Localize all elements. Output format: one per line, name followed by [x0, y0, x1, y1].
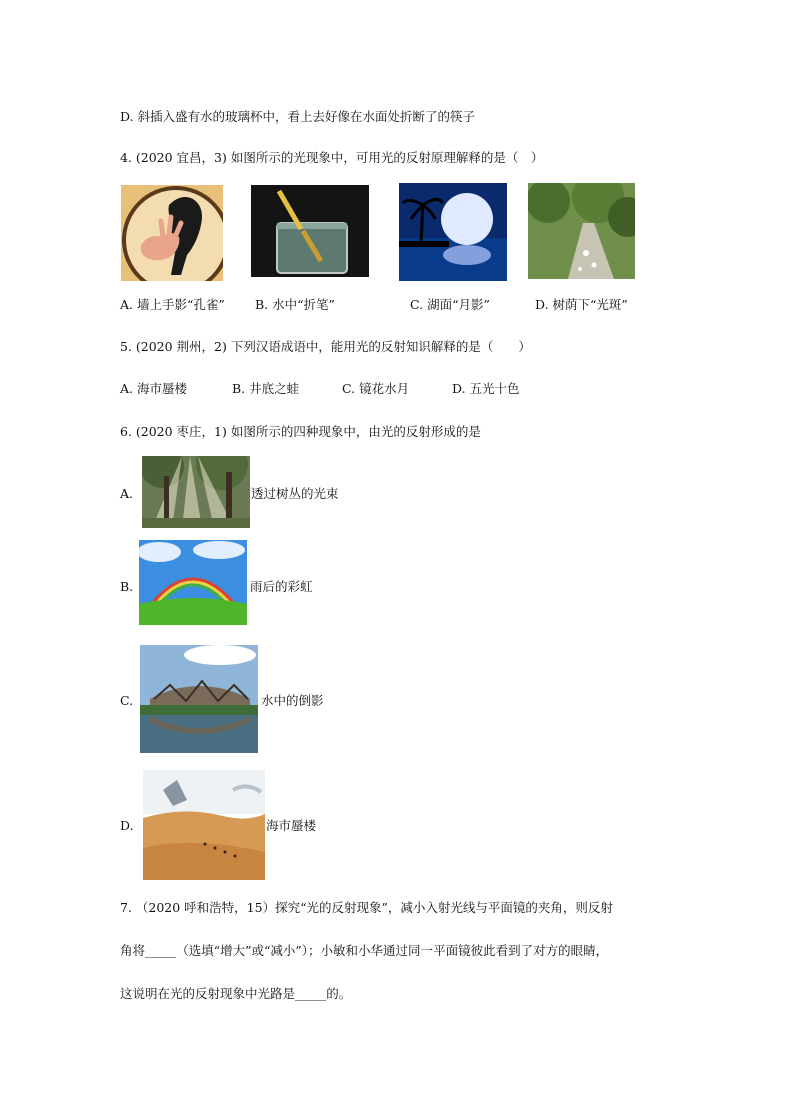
q5-stem: 5. (2020 荆州，2) 下列汉语成语中，能用光的反射知识解释的是（ ） — [120, 339, 531, 354]
q4-option-b: B. 水中“折笔” — [255, 297, 335, 312]
q4-option-d: D. 树荫下“光斑” — [535, 297, 628, 312]
q6-option-b-label: B. — [120, 579, 134, 594]
q6-option-a-label: A. — [120, 486, 134, 501]
q5-option-c: C. 镜花水月 — [342, 381, 410, 396]
lake-moon-image — [399, 183, 507, 281]
q6-option-a-text: 透过树丛的光束 — [251, 486, 339, 501]
pencil-in-water-image — [251, 185, 369, 277]
q7-line2: 角将_____（选填“增大”或“减小”）；小敏和小华通过同一平面镜彼此看到了对方的眼睛， — [120, 943, 609, 958]
q4-stem: 4. (2020 宜昌，3) 如图所示的光现象中，可用光的反射原理解释的是（ ） — [120, 150, 544, 165]
q6-option-b-text: 雨后的彩虹 — [250, 579, 313, 594]
q6-option-c-label: C. — [120, 693, 134, 708]
hand-shadow-image — [121, 185, 223, 281]
rainbow-image — [139, 540, 247, 625]
q7-line3: 这说明在光的反射现象中光路是_____的。 — [120, 986, 352, 1001]
q5-option-a: A. 海市蜃楼 — [120, 381, 187, 396]
q4-option-a: A. 墙上手影“孔雀” — [120, 297, 225, 312]
stadium-reflection-image — [140, 645, 258, 753]
q5-option-d: D. 五光十色 — [452, 381, 520, 396]
q7-line1: 7. （2020 呼和浩特，15）探究“光的反射现象”，减小入射光线与平面镜的夹角，则反射 — [120, 900, 613, 915]
q6-stem: 6. (2020 枣庄，1) 如图所示的四种现象中，由光的反射形成的是 — [120, 424, 481, 439]
q3-option-d: D. 斜插入盛有水的玻璃杯中，看上去好像在水面处折断了的筷子 — [120, 109, 476, 124]
q6-option-d-text: 海市蜃楼 — [266, 818, 317, 833]
tree-shade-light-spots-image — [528, 183, 635, 279]
q6-option-d-label: D. — [120, 818, 134, 833]
q6-option-c-text: 水中的倒影 — [261, 693, 324, 708]
q4-option-c: C. 湖面“月影” — [410, 297, 490, 312]
desert-mirage-image — [143, 770, 265, 880]
tree-light-beams-image — [142, 456, 250, 528]
q5-option-b: B. 井底之蛙 — [232, 381, 300, 396]
